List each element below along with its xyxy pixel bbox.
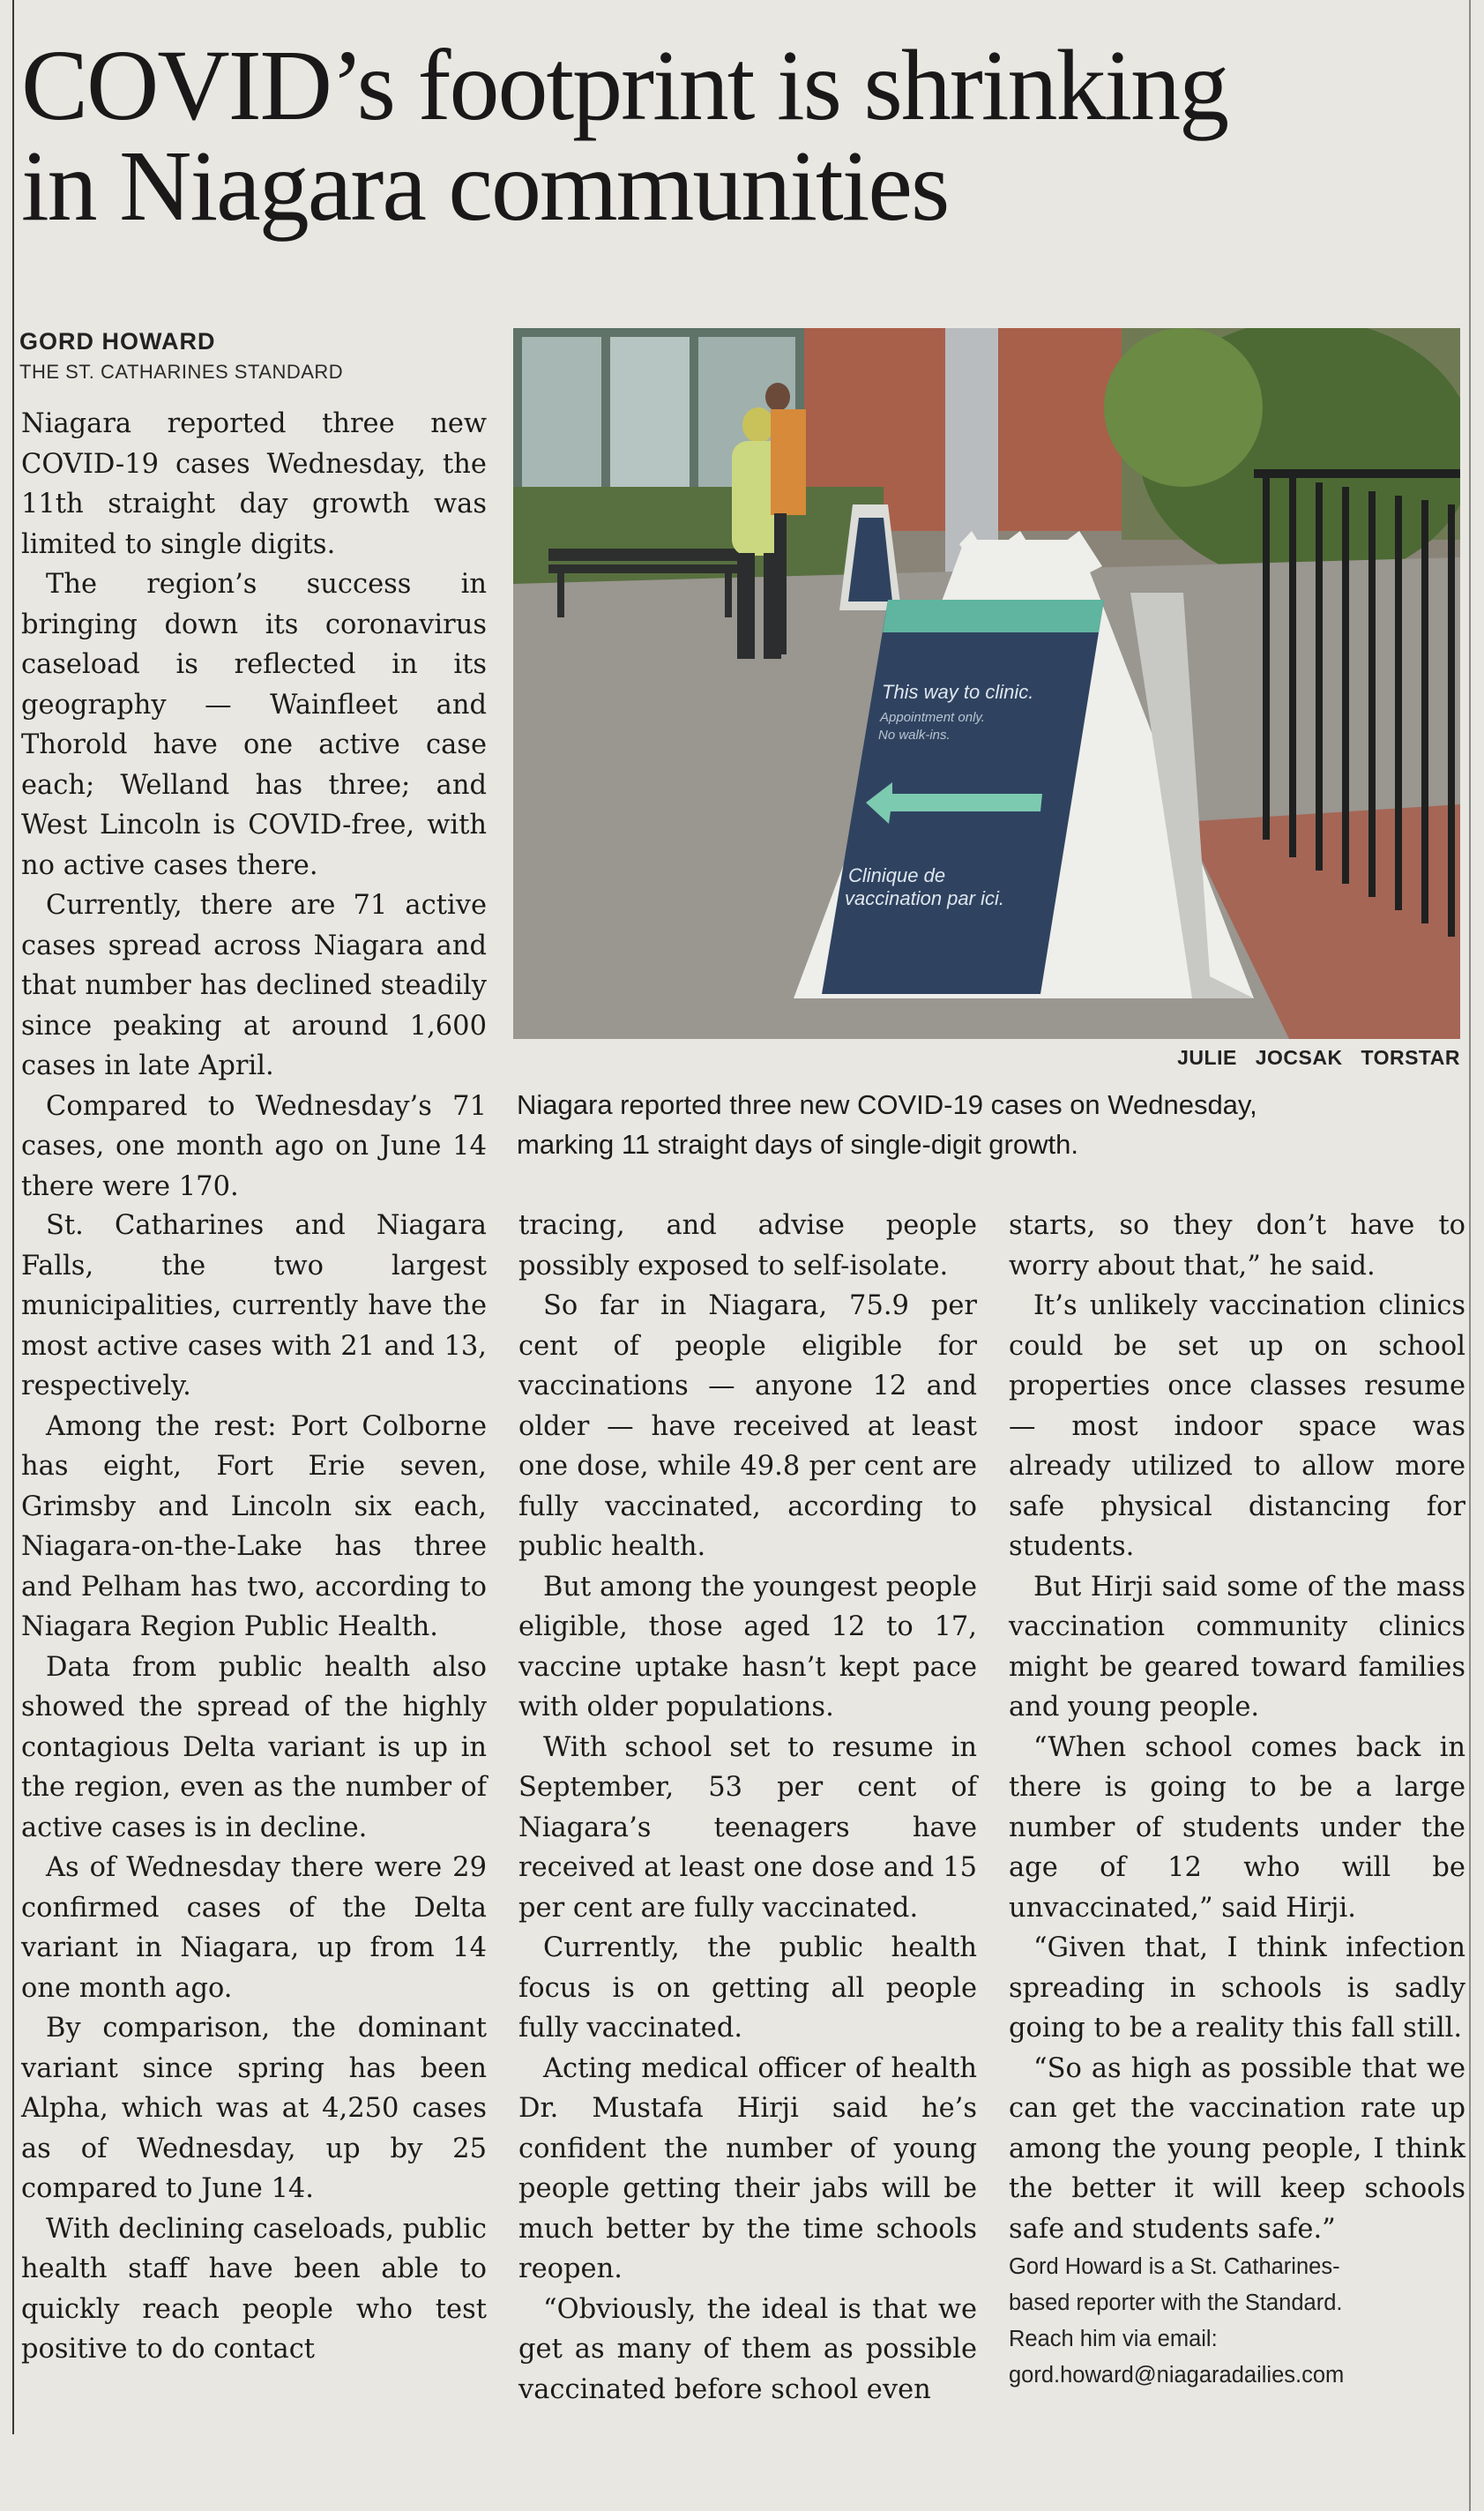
paragraph: St. Catharines and Niagara Falls, the two largest municipalities, currently have the most active cases with 21 and 13, respectively.: [21, 1210, 487, 1401]
paragraph: But among the youngest people eligible, those aged 12 to 17, vaccine uptake hasn’t kept pace with older populations.: [518, 1571, 977, 1723]
caption-line: marking 11 straight days of single-digit growth.: [517, 1129, 1078, 1160]
sign-text-line: Appointment only.: [880, 710, 985, 725]
tagline-line: Gord Howard is a St. Catharines-: [1009, 2254, 1340, 2279]
headline-line-1: COVID’s footprint is shrinking: [21, 29, 1228, 141]
sign-text-line: No walk-ins.: [878, 728, 951, 743]
paragraph: starts, so they don’t have to worry about that,” he said.: [1009, 1210, 1465, 1282]
paragraph: Compared to Wednesday’s 71 cases, one month ago on June 14 there were 170.: [21, 1090, 487, 1202]
sign-text-line: Clinique de: [848, 864, 946, 886]
paragraph: Among the rest: Port Colborne has eight, Fort Erie seven, Grimsby and Lincoln six each, Niagara-on-the-Lake has three and Pelham has two, according to Niagara Region Public Health.: [21, 1410, 487, 1642]
paragraph: tracing, and advise people possibly exposed to self-isolate.: [518, 1210, 977, 1282]
author-email: gord.howard@niagaradailies.com: [1009, 2363, 1345, 2388]
article-photo: [513, 328, 1460, 1039]
photo-caption: [517, 1085, 1469, 1164]
tagline-line: Reach him via email:: [1009, 2327, 1218, 2351]
paragraph: It’s unlikely vaccination clinics could be set up on school properties once classes resume — most indoor space was already utilized to allow more safe physical distancing for students.: [1009, 1290, 1465, 1562]
paragraph: So far in Niagara, 75.9 per cent of people eligible for vaccinations — anyone 12 and older — have received at least one dose, while 49.8 per cent are fully vaccinated, according to public health.: [518, 1290, 977, 1562]
headline-line-2: in Niagara communities: [21, 130, 949, 242]
article-column-1-top: [21, 404, 487, 1207]
paragraph: “So as high as possible that we can get the vaccination rate up among the young people, I think the better it will keep schools safe and students safe.”: [1009, 2052, 1465, 2245]
author-tagline: [1009, 2249, 1465, 2394]
paragraph: Currently, there are 71 active cases spread across Niagara and that number has declined steadily since peaking at around 1,600 cases in late April.: [21, 890, 487, 1081]
paragraph: Acting medical officer of health Dr. Mustafa Hirji said he’s confident the number of young people getting their jabs will be much better by the time schools reopen.: [518, 2052, 977, 2284]
paragraph: Niagara reported three new COVID-19 cases Wednesday, the 11th straight day growth was limited to single digits.: [21, 408, 487, 560]
paragraph: With school set to resume in September, 53 per cent of Niagara’s teenagers have received at least one dose and 15 per cent are fully vaccinated.: [518, 1731, 977, 1924]
paragraph: The region’s success in bringing down its coronavirus caseload is reflected in its geography — Wainfleet and Thorold have one active case each; Welland has three; and West Lincoln is COVID-free, with no active cases there.: [21, 569, 487, 881]
tagline-line: based reporter with the Standard.: [1009, 2291, 1343, 2315]
paragraph: “Given that, I think infection spreading in schools is sadly going to be a reality this fall still.: [1009, 1932, 1465, 2044]
photo-credit: JULIE JOCSAK TORSTAR: [1177, 1046, 1460, 1069]
vaccination-clinic-sign-photo: [513, 328, 1460, 1039]
page-edge: [1469, 0, 1471, 2511]
byline-outlet: THE ST. CATHARINES STANDARD: [19, 361, 344, 383]
paragraph: But Hirji said some of the mass vaccination community clinics might be geared toward families and young people.: [1009, 1571, 1465, 1723]
article-column-3: [1009, 1206, 1465, 2394]
sign-text-line: This way to clinic.: [882, 681, 1034, 703]
article-column-2: [518, 1206, 977, 2410]
byline-author: GORD HOWARD: [19, 328, 216, 355]
paragraph: With declining caseloads, public health staff have been able to quickly reach people who test positive to do contact: [21, 2213, 487, 2365]
headline: [21, 29, 1458, 242]
page-fold-line: [12, 0, 14, 2434]
paragraph: As of Wednesday there were 29 confirmed cases of the Delta variant in Niagara, up from 14 one month ago.: [21, 1852, 487, 2004]
paragraph: “When school comes back in there is going to be a large number of students under the age of 12 who will be unvaccinated,” said Hirji.: [1009, 1731, 1465, 1924]
paragraph: “Obviously, the ideal is that we get as many of them as possible vaccinated before school even: [518, 2293, 977, 2405]
paragraph: Currently, the public health focus is on getting all people fully vaccinated.: [518, 1932, 977, 2044]
byline: [19, 328, 513, 384]
article-column-1-bottom: [21, 1206, 487, 2370]
paragraph: By comparison, the dominant variant since spring has been Alpha, which was at 4,250 cases as of Wednesday, up by 25 compared to June 14.: [21, 2013, 487, 2204]
sign-text-line: vaccination par ici.: [845, 887, 1004, 909]
caption-line: Niagara reported three new COVID-19 cases on Wednesday,: [517, 1089, 1257, 1120]
paragraph: Data from public health also showed the spread of the highly contagious Delta variant is up in the region, even as the number of active cases is in decline.: [21, 1651, 487, 1843]
